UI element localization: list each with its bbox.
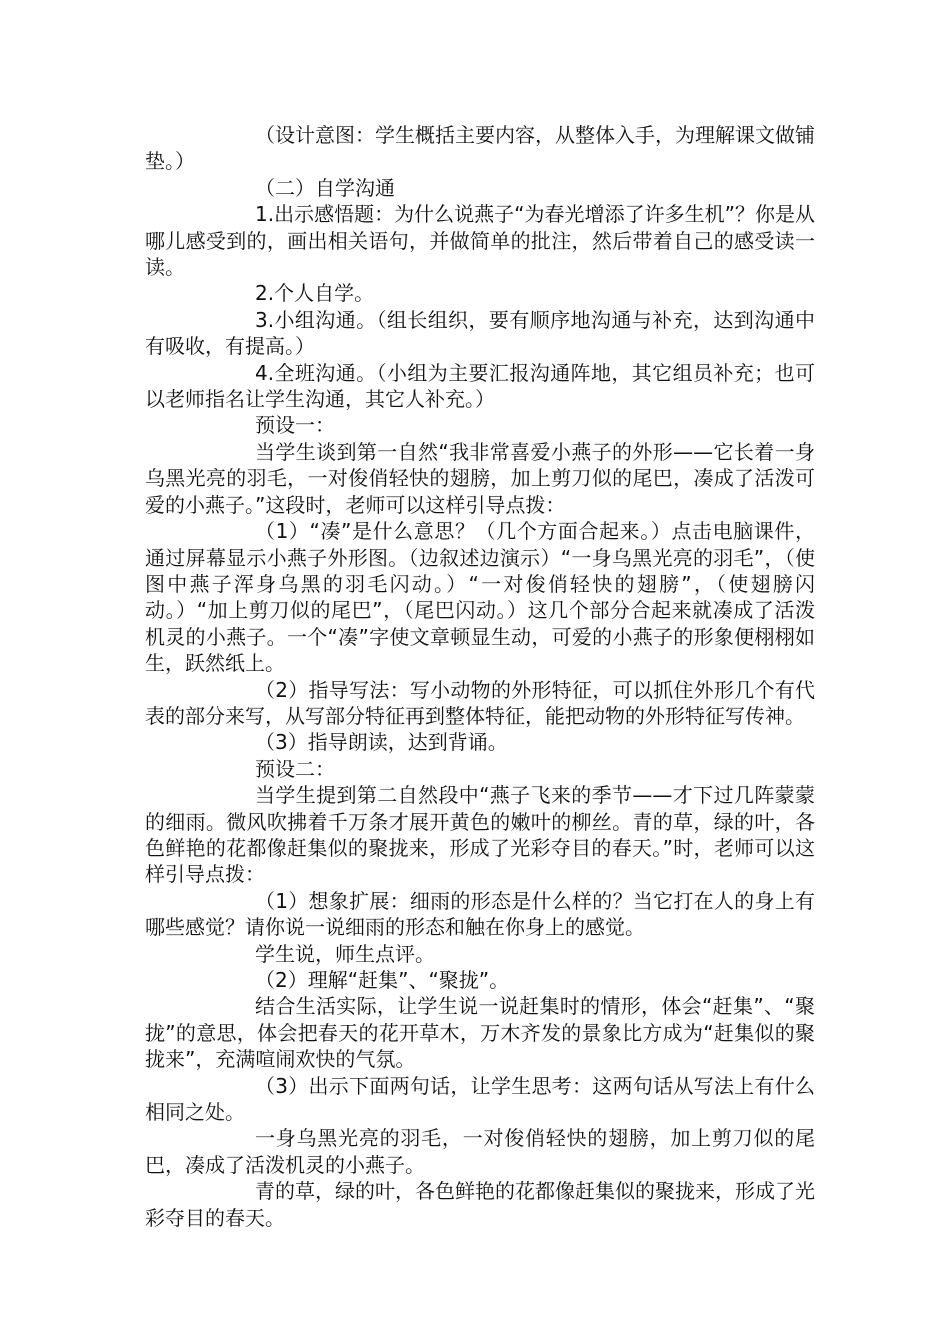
example-sentence-2: 青的草，绿的叶，各色鲜艳的花都像赶集似的聚拢来，形成了光彩夺目的春天。 <box>145 1179 815 1230</box>
preset-1-point-2: （2）指导写法：写小动物的外形特征，可以抓住外形几个有代表的部分来写，从写部分特征再到整体特征，能把动物的外形特征写传神。 <box>145 677 815 728</box>
preset-1-heading: 预设一： <box>255 413 335 438</box>
preset-1-point-1: （1）“凑”是什么意思？（几个方面合起来。）点击电脑课件，通过屏幕显示小燕子外形图。（边叙述边演示）“一身乌黑光亮的羽毛”，（使图中燕子浑身乌黑的羽毛闪动。）“一对俊俏轻快的翅膀”，（使翅膀闪动。）“加上剪刀似的尾巴”，（尾巴闪动。）这几个部分合起来就凑成了活泼机灵的小燕子。一个“凑”字使文章顿显生动，可爱的小燕子的形象便栩栩如生，跃然纸上。 <box>145 519 815 676</box>
step-4-paragraph: 4.全班沟通。（小组为主要汇报沟通阵地，其它组员补充；也可以老师指名让学生沟通，其它人补充。） <box>145 360 815 412</box>
step-1-paragraph: 1.出示感悟题：为什么说燕子“为春光增添了许多生机”？你是从哪儿感受到的，画出相关语句，并做简单的批注，然后带着自己的感受读一读。 <box>145 202 815 280</box>
preset-1-intro-paragraph: 当学生谈到第一自然“我非常喜爱小燕子的外形——它长着一身乌黑光亮的羽毛，一对俊俏轻快的翅膀，加上剪刀似的尾巴，凑成了活泼可爱的小燕子。”这段时，老师可以这样引导点拨： <box>145 439 815 517</box>
example-sentence-1: 一身乌黑光亮的羽毛，一对俊俏轻快的翅膀，加上剪刀似的尾巴，凑成了活泼机灵的小燕子。 <box>145 1126 815 1177</box>
preset-2-point-2: （2）理解“赶集”、“聚拢”。 <box>255 968 510 992</box>
student-comment-line: 学生说，师生点评。 <box>255 941 435 966</box>
preset-1-point-3: （3）指导朗读，达到背诵。 <box>255 730 508 755</box>
preset-2-heading: 预设二： <box>255 756 335 781</box>
preset-2-point-3: （3）出示下面两句话，让学生思考：这两句话从写法上有什么相同之处。 <box>145 1073 815 1125</box>
section-heading-self-study: （二）自学沟通 <box>255 175 395 200</box>
document-page <box>145 122 815 1231</box>
market-explanation-paragraph: 结合生活实际，让学生说一说赶集时的情形，体会“赶集”、“聚拢”的意思，体会把春天的花开草木，万木齐发的景象比方成为“赶集似的聚拢来”，充满喧闹欢快的气氛。 <box>145 994 815 1072</box>
design-intent-paragraph: （设计意图：学生概括主要内容，从整体入手，为理解课文做铺垫。） <box>145 123 815 174</box>
preset-2-intro-paragraph: 当学生提到第二自然段中“燕子飞来的季节——才下过几阵蒙蒙的细雨。微风吹拂着千万条才展开黄色的嫩叶的柳丝。青的草，绿的叶，各色鲜艳的花都像赶集似的聚拢来，形成了光彩夺目的春天。”时，老师可以这样引导点拨： <box>145 783 815 887</box>
step-3-paragraph: 3.小组沟通。（组长组织，要有顺序地沟通与补充，达到沟通中有吸收，有提高。） <box>145 307 815 359</box>
preset-2-point-1: （1）想象扩展：细雨的形态是什么样的？当它打在人的身上有哪些感觉？请你说一说细雨的形态和触在你身上的感觉。 <box>145 888 815 940</box>
step-2-paragraph: 2.个人自学。 <box>255 281 375 306</box>
